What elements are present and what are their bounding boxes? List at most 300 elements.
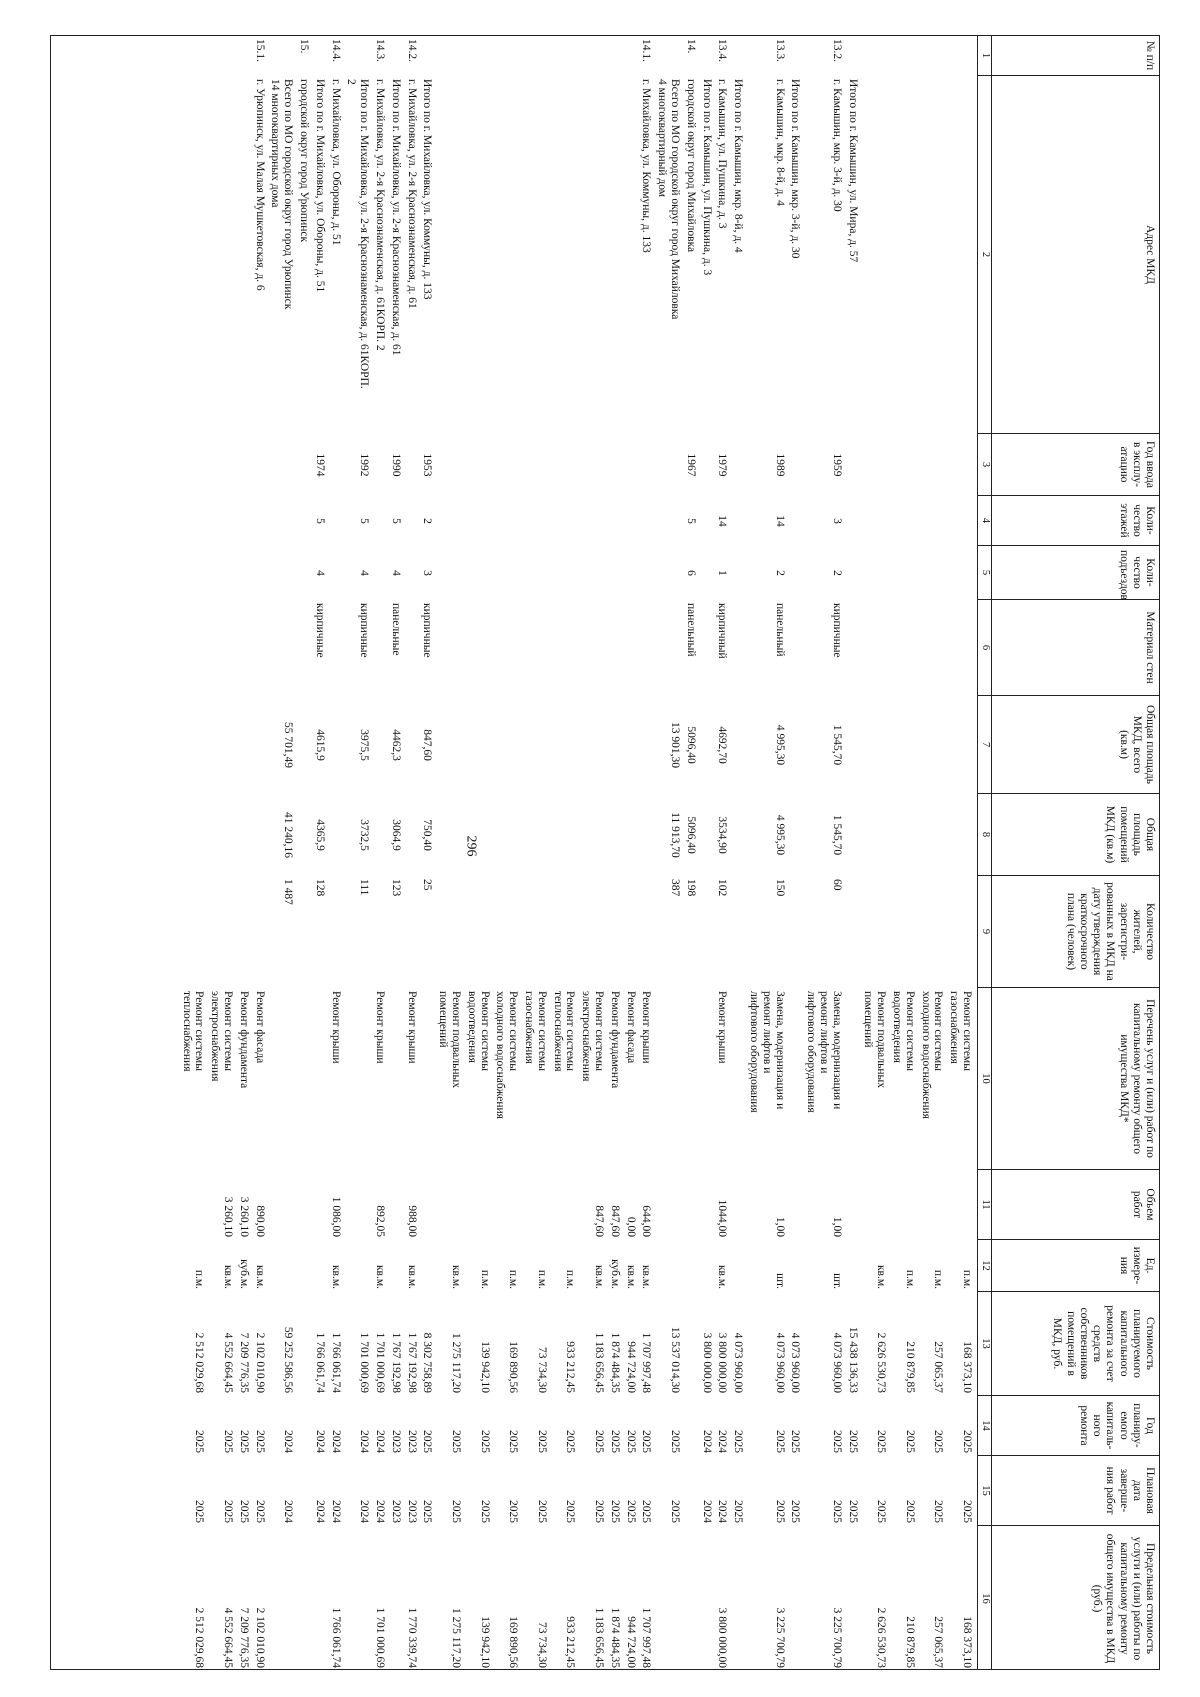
cell-work-type: Ремонт фундамента [608,991,621,1089]
cell-work-type: Замена, модернизация и [830,991,843,1110]
table-row [804,36,842,1669]
cell-entrances: 4 [313,570,326,576]
cell-work-type: помещений [862,991,875,1048]
table-row [789,36,802,1669]
column-number: 14 [978,1396,992,1456]
cell-total-area: 1 545,70 [830,724,843,766]
column-number: 9 [978,876,992,988]
cell-work-type: Ремонт крыши [640,991,653,1064]
cell-work-type: Ремонт крыши [716,991,729,1064]
cell-wall-material: панельный [684,603,697,657]
cell-repair-year: 2025 [732,1430,745,1453]
cell-completion-year: 2025 [732,1500,745,1523]
cell-unit: п.м. [478,1269,491,1289]
table-row [640,36,653,1669]
cell-work-type: Ремонт фасада [253,991,266,1064]
cell-completion-year: 2025 [253,1500,266,1523]
cell-work-type: Ремонт системы [564,991,577,1071]
column-number: 2 [978,76,992,434]
cell-limit-cost: 2 512 029,68 [193,1607,206,1668]
cell-limit-cost: 169 890,56 [507,1616,520,1668]
cell-cost: 210 879,85 [903,1341,916,1393]
cell-limit-cost: 1 707 997,48 [640,1607,653,1668]
cell-work-type: водоотведения [465,991,478,1063]
cell-completion-year: 2024 [700,1500,713,1523]
cell-address: 14 многоквартирных дома [269,79,282,208]
column-number: 5 [978,546,992,600]
cell-completion-year: 2025 [507,1500,520,1523]
column-number: 4 [978,496,992,546]
cell-number: 14. [684,39,697,54]
cell-floors: 2 [421,518,434,524]
cell-completion-year: 2025 [773,1500,786,1523]
table-row [947,36,973,1669]
cell-wall-material: кирпичный [716,603,729,659]
cell-floors: 5 [389,518,402,524]
cell-work-type: Ремонт крыши [374,991,386,1064]
cell-repair-year: 2025 [932,1430,945,1453]
cell-residents: 198 [684,879,697,897]
cell-premises-area: 3534,90 [716,816,729,854]
cell-cost: 8 302 758,89 [421,1332,434,1393]
cell-address: Итого по г. Михайловка, ул. 2-я Краснознаменская, д. 61 [389,79,402,356]
cell-unit: п.м. [507,1269,520,1289]
cell-address: г. Михайловка, ул. Обороны, д. 51 [329,79,342,246]
cell-cost: 1 183 656,45 [593,1332,605,1393]
cell-cost: 944 724,00 [624,1341,637,1393]
header-cell: Адрес МКД [992,76,1159,434]
cell-repair-year: 2025 [961,1430,973,1453]
cell-volume: 1 086,00 [329,1196,342,1237]
table-row [890,36,916,1669]
cell-work-type: Ремонт системы [961,991,973,1071]
cell-address: г. Михайловка, ул. 2-я Краснознаменская, д. 61КОРП. 2 [374,79,386,351]
table-row [345,36,371,1669]
cell-work-type: Ремонт крыши [329,991,342,1064]
cell-number: 13.2. [830,39,843,62]
cell-completion-year: 2024 [374,1500,386,1523]
cell-total-area: 4615,9 [313,729,326,761]
cell-volume: 847,60 [608,1205,621,1237]
cell-repair-year: 2024 [329,1430,342,1453]
cell-completion-year: 2025 [237,1500,250,1523]
cell-premises-area: 5096,40 [684,816,697,854]
cell-cost: 1 275 117,20 [450,1333,462,1393]
cell-volume: 892,05 [374,1205,386,1237]
header-cell: Стоимость планируемого капитального ремонта за счет средств собственников помещений в МКД, руб. [992,1292,1159,1396]
header-cell: Общая площадь МКД, всего (кв.м) [992,696,1159,794]
header-cell: № п/п [992,36,1159,76]
cell-cost: 7 209 776,35 [237,1332,250,1393]
table-row [862,36,888,1669]
header-cell: Ед. измере-ния [992,1240,1159,1292]
cell-total-area: 4692,70 [716,726,729,764]
cell-entrances: 1 [716,570,729,576]
header-cell: Количество жителей, зарегистри-рованных в МКД на дату утверждения краткосрочного плана (человек) [992,876,1159,988]
cell-premises-area: 1 545,70 [830,814,843,856]
column-number-row [977,36,992,1669]
cell-address: г. Урюпинск, ул. Малая Мушкетовская, д. 6 [253,79,266,291]
cell-repair-year: 2023 [389,1430,402,1453]
cell-repair-year: 2025 [875,1430,888,1453]
cell-repair-year: 2025 [669,1430,681,1453]
cell-completion-year: 2025 [789,1500,802,1523]
cell-address: Всего по МО городской округ город Урюпинск [282,79,295,310]
capital-repair-table [50,35,1160,1670]
header-cell: Коли-чество подъездов [992,546,1159,600]
table-header [991,36,1159,1669]
cell-repair-year: 2025 [564,1430,577,1453]
cell-repair-year: 2025 [640,1430,653,1453]
table-row [684,36,697,1669]
table-row [465,36,491,1669]
cell-volume: 0,00 [624,1216,637,1237]
cell-address: г. Михайловка, ул. Коммуны, д. 133 [640,79,653,253]
table-row [716,36,729,1669]
cell-residents: 102 [716,879,729,897]
cell-premises-area: 41 240,16 [282,812,295,858]
cell-work-type: Ремонт фундамента [237,991,250,1089]
cell-completion-year: 2025 [669,1500,681,1523]
table-row [608,36,621,1669]
cell-completion-year: 2024 [282,1500,295,1523]
cell-limit-cost: 257 065,37 [932,1616,945,1668]
cell-repair-year: 2025 [624,1430,637,1453]
cell-work-type: теплоснабжения [551,991,564,1072]
cell-volume: 890,00 [253,1205,266,1237]
header-cell: Материал стен [992,600,1159,696]
cell-residents: 60 [830,879,843,891]
table-row [747,36,785,1669]
column-number: 13 [978,1292,992,1396]
cell-residents: 111 [358,879,371,896]
cell-cost: 13 537 014,30 [669,1326,681,1393]
cell-limit-cost: 2 626 530,73 [875,1607,888,1668]
cell-unit: кв.м. [716,1264,729,1289]
cell-unit: кв.м. [329,1264,342,1289]
cell-wall-material: кирпичные [830,603,843,658]
cell-year: 1990 [389,453,402,477]
cell-work-type: Ремонт системы [222,991,234,1071]
cell-completion-year: 2025 [932,1500,945,1523]
cell-unit: кв.м. [875,1264,888,1289]
cell-total-area: 13 901,30 [669,722,681,768]
cell-number: 15. [298,39,310,54]
header-cell: Перечень услуг и (или) работ по капитальному ремонту общего имущества МКД* [992,988,1159,1170]
cell-work-type: Ремонт системы [193,991,206,1071]
cell-number: 15.1. [253,39,266,62]
cell-completion-year: 2025 [624,1500,637,1523]
cell-premises-area: 3732,5 [358,819,371,851]
cell-work-type: газоснабжения [523,991,536,1064]
cell-cost: 2 626 530,73 [875,1332,888,1393]
table-row [208,36,234,1669]
cell-volume: 644,00 [640,1205,653,1237]
header-cell: Предельная стоимость услуги и (или) работы по капитальному ремонту общего имущества в МКД (руб.) [1091,1533,1156,1664]
cell-volume: 988,00 [405,1205,418,1237]
cell-completion-year: 2025 [450,1500,462,1523]
cell-entrances: 3 [421,570,434,576]
cell-wall-material: кирпичные [358,603,371,658]
cell-floors: 14 [716,515,729,527]
cell-address: Итого по г. Камышин, ул. Пушкина, д. 3 [700,79,713,276]
cell-floors: 3 [830,518,843,524]
page-number: 296 [463,835,479,857]
cell-unit: кв.м. [253,1264,266,1289]
cell-cost: 59 252 586,56 [282,1326,295,1393]
cell-limit-cost: 3 800 000,00 [716,1607,729,1668]
cell-completion-year: 2025 [222,1500,234,1523]
cell-limit-cost: 1 770 339,74 [405,1607,418,1668]
cell-entrances: 2 [830,570,843,576]
cell-repair-year: 2025 [846,1430,859,1453]
cell-cost: 4 073 960,00 [830,1332,843,1393]
cell-cost: 2 102 010,90 [253,1332,266,1393]
cell-floors: 5 [684,518,697,524]
cell-residents: 150 [773,879,786,897]
column-number: 3 [978,434,992,496]
table-row [237,36,250,1669]
cell-limit-cost: 3 225 700,79 [773,1607,786,1668]
cell-cost: 139 942,10 [478,1341,491,1393]
column-number: 7 [978,696,992,794]
cell-completion-year: 2023 [389,1500,402,1523]
cell-address: г. Камышин, ул. Пушкина, д. 3 [716,79,729,229]
cell-wall-material: кирпичные [421,603,434,658]
cell-year: 1953 [421,453,434,477]
table-row [919,36,945,1669]
cell-repair-year: 2025 [535,1430,548,1453]
cell-premises-area: 4 995,30 [773,814,786,856]
cell-completion-year: 2024 [716,1500,729,1523]
table-row [522,36,548,1669]
cell-repair-year: 2025 [789,1430,802,1453]
cell-work-type: Ремонт крыши [405,991,418,1064]
header-cell: Год планиру-емого капиталь-ного ремонта [992,1396,1159,1456]
cell-work-type: Ремонт системы [932,991,945,1071]
cell-year: 1979 [716,453,729,477]
cell-floors: 5 [313,518,326,524]
cell-cost: 4 073 960,00 [789,1332,802,1393]
cell-limit-cost: 1 183 656,45 [593,1607,605,1668]
cell-completion-year: 2025 [608,1500,621,1523]
cell-completion-year: 2025 [593,1500,605,1523]
cell-address: 2 [345,79,358,85]
cell-volume: 1,00 [830,1216,843,1237]
cell-unit: шт. [830,1273,843,1289]
cell-volume: 3 260,10 [237,1196,250,1237]
cell-floors: 5 [358,518,371,524]
column-number: 10 [978,988,992,1170]
cell-completion-year: 2025 [535,1500,548,1523]
header-cell: Плановая дата заверше-ния работ [992,1456,1159,1526]
cell-work-type: лифтового оборудования [805,991,818,1113]
column-number: 16 [980,1593,991,1604]
table-row [624,36,637,1669]
cell-work-type: Замена, модернизация и [773,991,786,1110]
cell-completion-year: 2023 [405,1500,418,1523]
cell-total-area: 4462,3 [389,729,402,761]
cell-cost: 2 512 029,68 [193,1332,206,1393]
cell-cost: 73 734,30 [535,1347,548,1393]
table-row [297,36,310,1669]
cell-completion-year: 2025 [193,1500,206,1523]
cell-unit: п.м. [932,1269,945,1289]
cell-limit-cost: 1 275 117,20 [450,1608,462,1668]
cell-repair-year: 2025 [903,1430,916,1453]
cell-repair-year: 2025 [593,1430,605,1453]
cell-address: Итого по г. Михайловка, ул. Коммуны, д. 133 [421,79,434,300]
table-row [846,36,859,1669]
cell-unit: кв.м. [222,1264,234,1289]
cell-premises-area: 11 913,70 [669,812,681,858]
cell-repair-year: 2025 [253,1430,266,1453]
cell-work-type: помещений [437,991,450,1048]
cell-volume: 1,00 [773,1216,786,1237]
table-row [405,36,418,1669]
cell-limit-cost: 7 209 776,35 [237,1607,250,1668]
column-number: 11 [978,1170,992,1240]
cell-work-type: Ремонт фасада [624,991,637,1064]
cell-entrances: 6 [684,570,697,576]
table-row [180,36,206,1669]
cell-entrances: 4 [389,570,402,576]
header-cell: Год ввода в эксплу-атацию [992,434,1159,496]
cell-residents: 387 [669,879,681,897]
header-cell: Объем работ [992,1170,1159,1240]
table-row [579,36,605,1669]
cell-wall-material: панельные [389,603,402,656]
cell-repair-year: 2024 [313,1430,326,1453]
cell-repair-year: 2025 [478,1430,491,1453]
cell-address: г. Камышин, мкр. 8-й, д. 4 [773,79,786,206]
cell-address: Итого по г. Камышин, ул. Мира, д. 57 [846,79,859,263]
cell-unit: кв.м. [593,1264,605,1289]
cell-work-type: ремонт лифтов и [818,991,831,1074]
cell-number: 13.4. [716,39,729,62]
table-row [436,36,462,1669]
cell-cost: 1 767 192,98 [389,1332,402,1393]
cell-work-type: водоотведения [891,991,904,1063]
cell-unit: кв.м. [405,1264,418,1289]
cell-address: Итого по г. Михайловка, ул. 2-я Краснознаменская, д. 61КОРП. [358,79,371,389]
cell-cost: 1 701 000,69 [374,1332,386,1393]
cell-unit: кв.м. [624,1264,637,1289]
cell-address: городской округ город Урюпинск [298,79,310,243]
cell-limit-cost: 944 724,00 [624,1616,637,1668]
cell-unit: п.м. [903,1269,916,1289]
cell-limit-cost: 1 766 061,74 [329,1607,342,1668]
cell-work-type: Ремонт системы [903,991,916,1071]
cell-repair-year: 2025 [608,1430,621,1453]
cell-unit: куб.м. [608,1259,621,1289]
cell-limit-cost: 4 552 664,45 [222,1607,234,1668]
cell-number: 14.3. [374,39,386,62]
cell-repair-year: 2024 [358,1430,371,1453]
cell-limit-cost: 73 734,30 [535,1622,548,1668]
cell-cost: 4 073 960,00 [732,1332,745,1393]
cell-unit: п.м. [535,1269,548,1289]
cell-total-area: 4 995,30 [773,724,786,766]
cell-cost: 4 552 664,45 [222,1332,234,1393]
table-row [421,36,434,1669]
cell-work-type: лифтового оборудования [748,991,761,1113]
cell-limit-cost: 1 701 000,69 [374,1607,386,1668]
cell-cost: 4 073 960,00 [773,1332,786,1393]
cell-work-type: холодного водоснабжения [494,991,507,1119]
cell-completion-year: 2025 [846,1500,859,1523]
cell-cost: 1 874 484,35 [608,1332,621,1393]
cell-wall-material: панельный [773,603,786,657]
cell-cost: 1 766 061,74 [329,1332,342,1393]
column-number: 12 [978,1240,992,1292]
cell-completion-year: 2024 [329,1500,342,1523]
cell-address: Итого по г. Камышин, мкр. 3-й, д. 30 [789,79,802,259]
column-number: 1 [978,36,992,76]
column-number: 8 [978,794,992,876]
cell-cost: 3 800 000,00 [716,1332,729,1393]
column-number: 15 [978,1456,992,1526]
cell-year: 1959 [830,453,843,477]
cell-cost: 1 767 192,98 [405,1332,418,1393]
cell-volume: 3 260,10 [222,1196,234,1237]
cell-cost: 1 701 000,69 [358,1332,371,1393]
cell-limit-cost: 1 874 484,35 [608,1607,621,1668]
cell-unit: п.м. [961,1269,973,1289]
cell-work-type: электроснабжения [209,991,222,1082]
cell-entrances: 2 [773,570,786,576]
cell-cost: 933 212,45 [564,1341,577,1393]
cell-repair-year: 2025 [237,1430,250,1453]
cell-work-type: Ремонт подвальных [875,991,888,1088]
cell-premises-area: 4365,9 [313,819,326,851]
cell-address: городской округ город Михайловка [684,79,697,253]
cell-wall-material: кирпичные [313,603,326,658]
cell-address: Итого по г. Камышин, мкр. 8-й, д. 4 [732,79,745,253]
cell-limit-cost: 933 212,45 [564,1616,577,1668]
cell-address: 4 многоквартирный дом [656,79,669,198]
cell-completion-year: 2025 [903,1500,916,1523]
cell-address: г. Михайловка, ул. 2-я Краснознаменская, д. 61 [405,79,418,309]
cell-number: 13.3. [773,39,786,62]
cell-completion-year: 2025 [830,1500,843,1523]
cell-unit: кв.м. [374,1264,386,1289]
cell-number: 14.2. [405,39,418,62]
cell-total-area: 55 701,49 [282,722,295,768]
table-row [373,36,386,1669]
cell-work-type: Ремонт системы [593,991,605,1071]
cell-cost: 168 373,10 [961,1341,973,1393]
cell-residents: 1 487 [282,879,295,905]
cell-work-type: Ремонт системы [535,991,548,1071]
cell-year: 1992 [358,453,371,477]
cell-entrances: 4 [358,570,371,576]
table-row [655,36,681,1669]
cell-limit-cost: 168 373,10 [961,1616,973,1668]
cell-completion-year: 2025 [875,1500,888,1523]
cell-completion-year: 2025 [564,1500,577,1523]
cell-completion-year: 2025 [640,1500,653,1523]
cell-unit: п.м. [193,1269,206,1289]
cell-limit-cost: 3 225 700,79 [830,1607,843,1668]
cell-limit-cost: 210 879,85 [903,1616,916,1668]
cell-work-type: холодного водоснабжения [919,991,932,1119]
cell-cost: 15 438 136,33 [846,1326,859,1393]
table-row [731,36,744,1669]
cell-residents: 123 [389,879,402,897]
column-number: 6 [978,600,992,696]
cell-work-type: газоснабжения [948,991,961,1064]
